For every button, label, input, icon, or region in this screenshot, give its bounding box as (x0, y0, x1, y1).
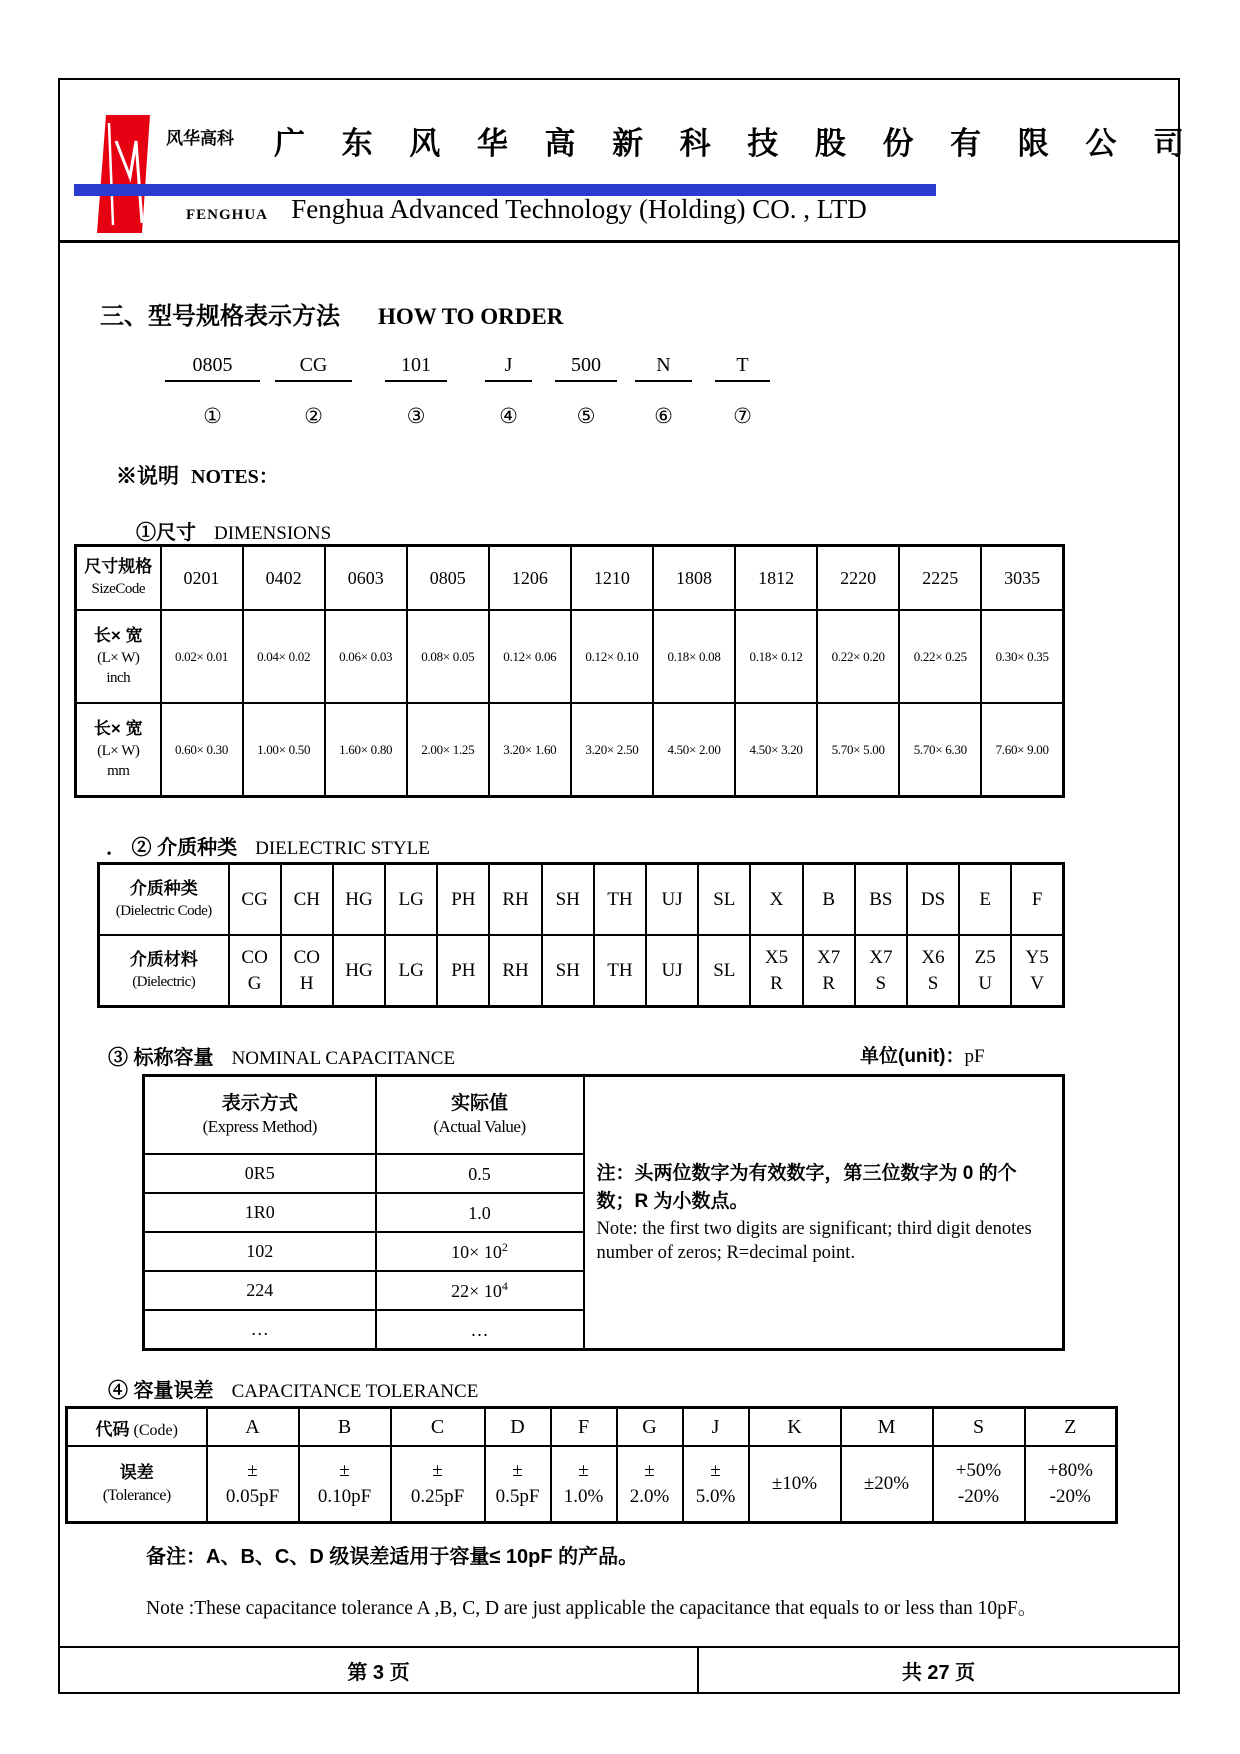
size-code: 1812 (735, 546, 817, 611)
express-value: 102 (144, 1232, 376, 1271)
actual-value: … (376, 1310, 584, 1350)
tolerance-value: ± 0.25pF (391, 1446, 485, 1523)
dim-corner-cell (76, 546, 161, 611)
tolerance-value: ±10% (749, 1446, 841, 1523)
order-part-4 (485, 354, 532, 428)
dim-inch-value: 0.12× 0.10 (571, 610, 653, 703)
dim-inch-value: 0.30× 0.35 (981, 610, 1063, 703)
header (60, 80, 1198, 243)
corner-label-en: SizeCode (91, 581, 145, 598)
tolerance-code: Z (1025, 1408, 1117, 1447)
nominal-note-en: Note: the first two digits are significant; third digit denotes number of zeros; R=decimal point. (596, 1218, 1032, 1263)
actual-value: 0.5 (376, 1154, 584, 1193)
order-part-1 (165, 354, 260, 428)
order-part-2 (275, 354, 352, 428)
unit-label (860, 1041, 985, 1068)
dielectric-code: LG (385, 864, 437, 936)
dim-mm-value: 1.00× 0.50 (243, 703, 325, 797)
dielectric-material-label (99, 935, 229, 1007)
dielectric-code: B (803, 864, 855, 936)
dim-inch-label (76, 610, 161, 703)
order-code: J (485, 354, 532, 382)
dielectric-material: SH (542, 935, 594, 1007)
dim-inch-value: 0.22× 0.20 (817, 610, 899, 703)
size-code: 1808 (653, 546, 735, 611)
express-value: 1R0 (144, 1193, 376, 1232)
header-cn: 实际值 (450, 1092, 508, 1114)
tolerance-value: ± 2.0% (617, 1446, 683, 1523)
header-cn: 表示方式 (221, 1092, 298, 1114)
tolerance-code: C (391, 1408, 485, 1447)
dielectric-code: SH (542, 864, 594, 936)
dielectric-heading-en: DIELECTRIC STYLE (255, 838, 430, 859)
dim-inch-value: 0.06× 0.03 (325, 610, 407, 703)
dimensions-heading (136, 516, 331, 545)
order-code: N (635, 354, 692, 382)
dielectric-heading (106, 831, 430, 860)
dim-mm-value: 5.70× 5.00 (817, 703, 899, 797)
order-code-example (60, 354, 1178, 438)
row-label-unit: inch (106, 669, 131, 686)
order-index: ③ (406, 404, 426, 428)
tolerance-code: M (841, 1408, 933, 1447)
dielectric-material: SL (698, 935, 750, 1007)
nominal-heading-cn: ③ 标称容量 (108, 1047, 214, 1069)
tolerance-code: J (683, 1408, 749, 1447)
header-en: (Express Method) (202, 1117, 317, 1137)
dielectric-material: CO G (229, 935, 281, 1007)
tolerance-code: S (933, 1408, 1025, 1447)
size-code: 0402 (243, 546, 325, 611)
footer-total-pages: 共 27 页 (901, 1661, 976, 1684)
dim-mm-value: 5.70× 6.30 (899, 703, 981, 797)
tolerance-heading (108, 1374, 478, 1403)
actual-value: $10\times 10^2$ (376, 1232, 584, 1271)
company-name-en: Fenghua Advanced Technology (Holding) CO. , LTD (291, 194, 867, 224)
dim-mm-value: 0.60× 0.30 (161, 703, 243, 797)
unit-value: pF (964, 1046, 985, 1067)
dim-inch-value: 0.04× 0.02 (243, 610, 325, 703)
row-label-cn: 长× 宽 (93, 718, 143, 738)
label-en: (Dielectric) (132, 973, 196, 990)
size-code: 0805 (407, 546, 489, 611)
dimensions-heading-cn: ①尺寸 (136, 522, 196, 544)
tolerance-remark-cn: 备注：A、B、C、D 级误差适用于容量≤ 10pF 的产品。 (146, 1546, 639, 1568)
dielectric-table (97, 862, 1065, 1008)
table-row (67, 1408, 1117, 1447)
row-label-unit: mm (107, 762, 130, 779)
order-part-5 (555, 354, 617, 428)
order-part-7 (715, 354, 770, 428)
dim-inch-value: 0.08× 0.05 (407, 610, 489, 703)
dielectric-material: RH (489, 935, 541, 1007)
nominal-note-cn: 注：头两位数字为有效数字，第三位数字为 0 的个数；R 为小数点。 (596, 1162, 1017, 1213)
label-cn: 介质材料 (129, 949, 198, 969)
tolerance-code: B (299, 1408, 391, 1447)
dielectric-code: PH (437, 864, 489, 936)
dielectric-code: RH (489, 864, 541, 936)
tolerance-code: G (617, 1408, 683, 1447)
dim-mm-value: 3.20× 2.50 (571, 703, 653, 797)
dielectric-material: X5 R (750, 935, 802, 1007)
size-code: 2225 (899, 546, 981, 611)
notes-heading-cn: ※说明 (116, 465, 179, 488)
express-value: … (144, 1310, 376, 1350)
tolerance-value: ±20% (841, 1446, 933, 1523)
page-frame (58, 78, 1198, 1694)
dimensions-table (74, 544, 1065, 798)
label-cn: 介质种类 (129, 878, 198, 898)
dielectric-material: X7 S (855, 935, 907, 1007)
tolerance-code: D (485, 1408, 551, 1447)
dielectric-code: BS (855, 864, 907, 936)
section-title-cn: 三、型号规格表示方法 (100, 303, 340, 330)
dielectric-code: CH (281, 864, 333, 936)
table-row (99, 935, 1064, 1007)
dielectric-material: Y5 V (1011, 935, 1063, 1007)
size-code: 0603 (325, 546, 407, 611)
dielectric-material: UJ (646, 935, 698, 1007)
dim-inch-value: 0.02× 0.01 (161, 610, 243, 703)
dim-mm-label (76, 703, 161, 797)
dim-inch-value: 0.12× 0.06 (489, 610, 571, 703)
brand-name: FENGHUA (186, 207, 268, 223)
dielectric-code: DS (907, 864, 959, 936)
dielectric-heading-cn: ． ② 介质种类 (106, 837, 238, 859)
section-title-en: HOW TO ORDER (378, 304, 564, 329)
dim-inch-value: 0.22× 0.25 (899, 610, 981, 703)
table-row (76, 703, 1064, 797)
dielectric-code-label (99, 864, 229, 936)
table-row (144, 1076, 1064, 1155)
dim-inch-value: 0.18× 0.12 (735, 610, 817, 703)
size-code: 3035 (981, 546, 1063, 611)
order-code: 0805 (165, 354, 260, 382)
tolerance-value-label (67, 1446, 207, 1523)
order-index: ① (203, 404, 222, 428)
company-name-cn: 广 东 风 华 高 新 科 技 股 份 有 限 公 司 (274, 126, 1198, 161)
tolerance-value: ± 1.0% (551, 1446, 617, 1523)
dielectric-material: CO H (281, 935, 333, 1007)
dim-mm-value: 4.50× 3.20 (735, 703, 817, 797)
size-code: 1206 (489, 546, 571, 611)
dimensions-heading-en: DIMENSIONS (214, 523, 332, 544)
tolerance-code: K (749, 1408, 841, 1447)
order-code: 101 (385, 354, 447, 382)
tolerance-heading-en: CAPACITANCE TOLERANCE (231, 1381, 479, 1402)
fenghua-logo-icon (96, 113, 154, 235)
dim-inch-value: 0.18× 0.08 (653, 610, 735, 703)
dim-mm-value: 3.20× 1.60 (489, 703, 571, 797)
dim-mm-value: 2.00× 1.25 (407, 703, 489, 797)
order-index: ④ (499, 404, 518, 428)
dim-mm-value: 7.60× 9.00 (981, 703, 1063, 797)
table-row (67, 1446, 1117, 1523)
tolerance-remark-en: Note :These capacitance tolerance A ,B, C, D are just applicable the capacitance that equals to or less than 10pF。 (146, 1598, 1038, 1619)
nominal-note-cell (584, 1076, 1064, 1350)
size-code: 0201 (161, 546, 243, 611)
row-label-lw: (L× W) (97, 742, 140, 759)
header-en: (Actual Value) (433, 1117, 526, 1137)
order-code: CG (275, 354, 352, 382)
label-en: (Tolerance) (102, 1486, 171, 1504)
tolerance-heading-cn: ④ 容量误差 (108, 1380, 214, 1402)
dielectric-code: X (750, 864, 802, 936)
tolerance-code: F (551, 1408, 617, 1447)
tolerance-value: ± 0.05pF (207, 1446, 299, 1523)
dielectric-material: HG (333, 935, 385, 1007)
dielectric-material: Z5 U (959, 935, 1011, 1007)
actual-value-header (376, 1076, 584, 1155)
dielectric-material: TH (594, 935, 646, 1007)
table-row (99, 864, 1064, 936)
tolerance-value: +80% -20% (1025, 1446, 1117, 1523)
row-label-lw: (L× W) (97, 649, 140, 666)
dielectric-code: E (959, 864, 1011, 936)
actual-value: 1.0 (376, 1193, 584, 1232)
dielectric-code: CG (229, 864, 281, 936)
nominal-heading (108, 1041, 455, 1070)
label-en: (Dielectric Code) (115, 902, 212, 919)
logo-text: 风华高科 (166, 129, 234, 148)
dielectric-code: TH (594, 864, 646, 936)
size-code: 1210 (571, 546, 653, 611)
dielectric-material: X6 S (907, 935, 959, 1007)
order-code: 500 (555, 354, 617, 382)
dielectric-code: F (1011, 864, 1063, 936)
notes-heading (116, 460, 279, 490)
express-method-header (144, 1076, 376, 1155)
nominal-capacitance-table (142, 1074, 1065, 1351)
express-value: 224 (144, 1271, 376, 1310)
tolerance-code: A (207, 1408, 299, 1447)
label-cn: 误差 (119, 1462, 154, 1482)
nominal-heading-en: NOMINAL CAPACITANCE (231, 1048, 456, 1069)
order-index: ② (304, 404, 323, 428)
tolerance-value: ± 5.0% (683, 1446, 749, 1523)
tolerance-table (65, 1406, 1118, 1524)
order-index: ⑥ (654, 404, 673, 428)
dim-mm-value: 1.60× 0.80 (325, 703, 407, 797)
order-index: ⑦ (733, 404, 752, 428)
size-code: 2220 (817, 546, 899, 611)
section-title (100, 296, 563, 331)
dielectric-code: SL (698, 864, 750, 936)
table-row (76, 546, 1064, 611)
tolerance-code-label: 代码 (Code) (67, 1408, 207, 1447)
dim-mm-value: 4.50× 2.00 (653, 703, 735, 797)
dielectric-material: PH (437, 935, 489, 1007)
dielectric-material: LG (385, 935, 437, 1007)
express-value: 0R5 (144, 1154, 376, 1193)
table-row (76, 610, 1064, 703)
unit-label-cn: 单位(unit)： (860, 1046, 965, 1067)
tolerance-value: ± 0.10pF (299, 1446, 391, 1523)
order-part-6 (635, 354, 692, 428)
order-part-3 (385, 354, 447, 428)
page-footer (60, 1646, 1178, 1692)
order-index: ⑤ (576, 404, 596, 428)
tolerance-value: +50% -20% (933, 1446, 1025, 1523)
tolerance-value: ± 0.5pF (485, 1446, 551, 1523)
footer-page-number: 第 3 页 (60, 1648, 699, 1692)
dielectric-code: HG (333, 864, 385, 936)
row-label-cn: 长× 宽 (93, 625, 143, 645)
dielectric-material: X7 R (803, 935, 855, 1007)
order-code: T (715, 354, 770, 382)
actual-value: $22\times 10^4$ (376, 1271, 584, 1310)
notes-heading-en: NOTES： (191, 466, 279, 488)
dielectric-code: UJ (646, 864, 698, 936)
corner-label-cn: 尺寸规格 (84, 557, 153, 577)
